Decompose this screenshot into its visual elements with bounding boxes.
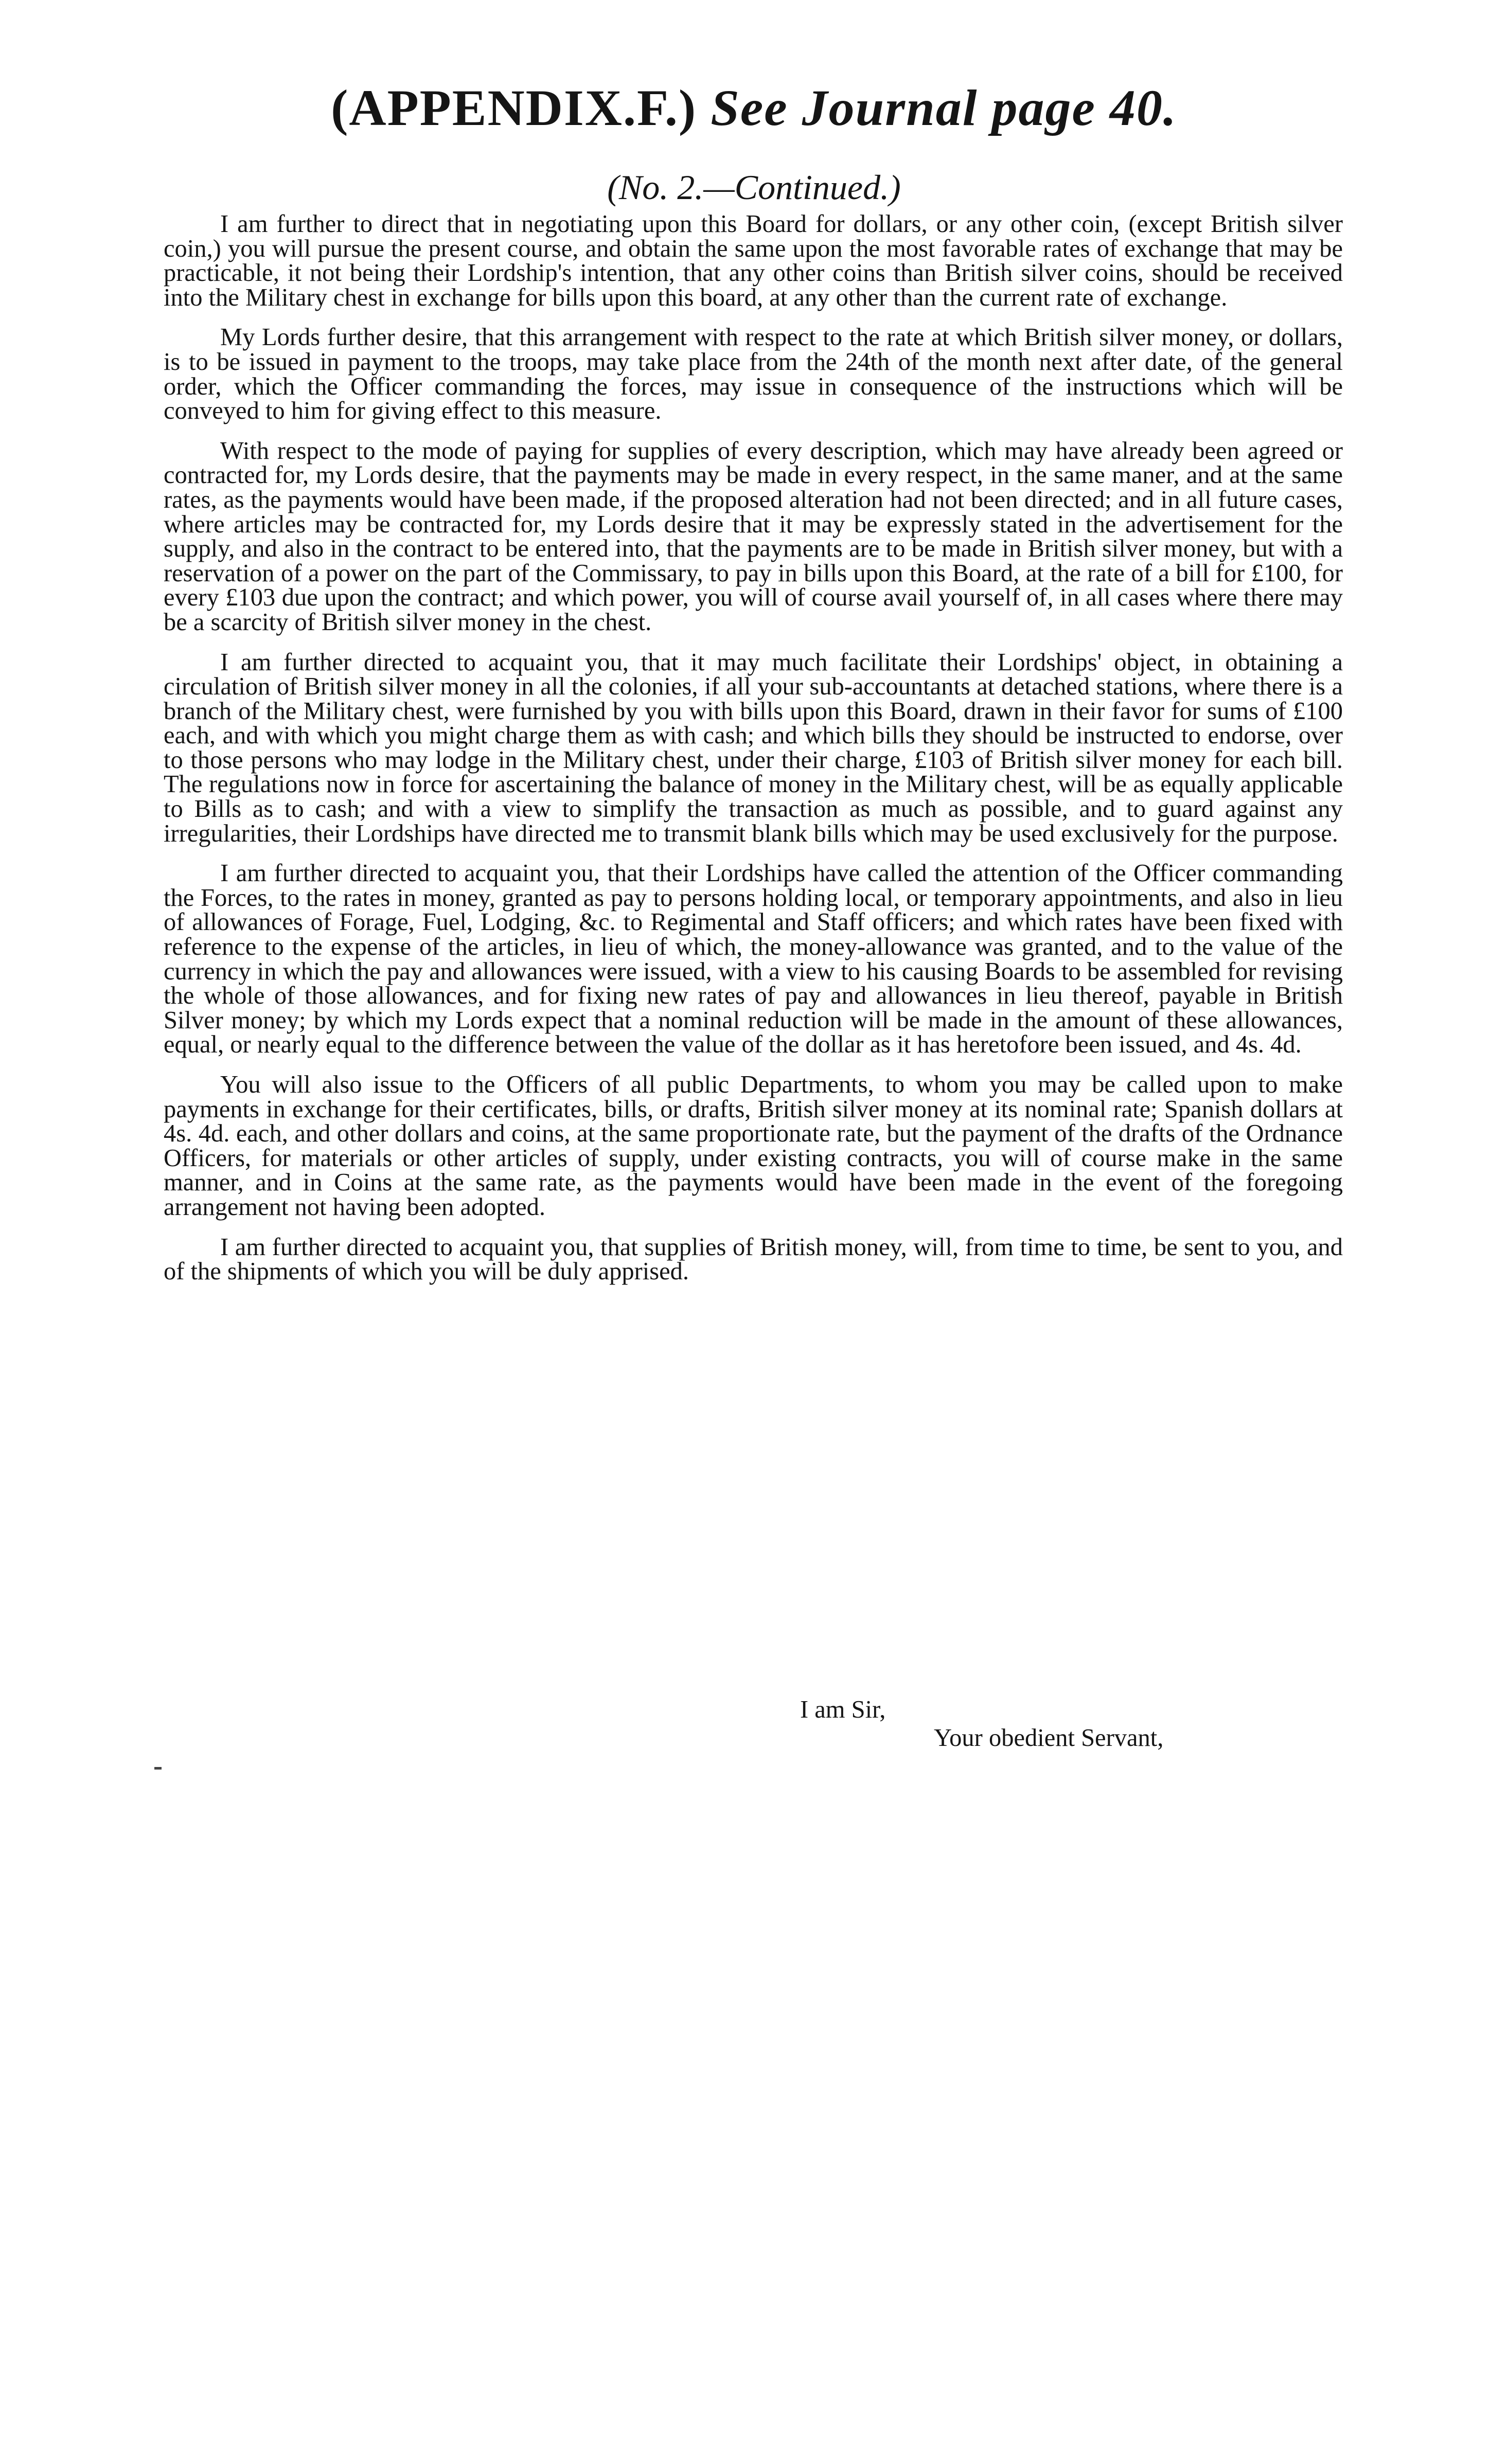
page-subtitle: (No. 2.—Continued.) (607, 168, 901, 207)
appendix-label: (APPENDIX.F.) (331, 79, 697, 136)
paragraph: I am further to direct that in negotiating upon this Board for dollars, or any other coin, (except British silver coin,) you will pursue the present course, and obtain the same upon the most favorable rates of exchange that may be practicable, it not being their Lordship's intention, that any other coins than British silver coins, should be received into the Military chest in exchange for bills upon this board, at any other than the current rate of exchange. (164, 210, 1343, 311)
ink-mark (154, 1767, 162, 1770)
paragraph: I am further directed to acquaint you, that it may much facilitate their Lordships' object, in obtaining a circulation of British silver money in all the colonies, if all your sub-accountants at detached stations, where there is a branch of the Military chest, were furnished by you with bills upon this Board, drawn in their favor for sums of £100 each, and with which you might charge them as with cash; and which bills they should be instructed to endorse, over to those persons who may lodge in the Military chest, under their charge, £103 of British silver money for each bill. The regulations now in force for ascertaining the balance of money in the Military chest, will be as equally applicable to Bills as to cash; and with a view to simplify the transaction as much as possible, and to guard against any irregularities, their Lordships have directed me to transmit blank bills which may be used exclusively for the purpose. (164, 648, 1343, 847)
closing-valediction: Your obedient Servant, (934, 1724, 1164, 1752)
paragraph: My Lords further desire, that this arrangement with respect to the rate at which British silver money, or dollars, is to be issued in payment to the troops, may take place from the 24th of the month next after date, of the general order, which the Officer commanding the forces, may issue in consequence of the instructions which will be conveyed to him for giving effect to this measure. (164, 324, 1343, 425)
paragraph: I am further directed to acquaint you, that their Lordships have called the attention of the Officer commanding the Forces, to the rates in money, granted as pay to persons holding local, or temporary appointments, and also in lieu of allowances of Forage, Fuel, Lodging, &c. to Regimental and Staff officers; and which rates have been fixed with reference to the expense of the articles, in lieu of which, the money-allowance was granted, and to the value of the currency in which the pay and allowances were issued, with a view to his causing Boards to be assembled for revising the whole of those allowances, and for fixing new rates of pay and allowances in lieu thereof, payable in British Silver money; by which my Lords expect that a nominal reduction will be made in the amount of these allowances, equal, or nearly equal to the difference between the value of the dollar as it has heretofore been issued, and 4s. 4d. (164, 860, 1343, 1059)
paragraph: I am further directed to acquaint you, that supplies of British money, will, from time to time, be sent to you, and of the shipments of which you will be duly apprised. (164, 1233, 1343, 1285)
closing-salutation: I am Sir, (800, 1696, 886, 1723)
journal-reference: See Journal page 40. (711, 79, 1177, 136)
paragraph: You will also issue to the Officers of all public Departments, to whom you may be called upon to make payments in exchange for their certificates, bills, or drafts, British silver money at its nominal rate; Spanish dollars at 4s. 4d. each, and other dollars and coins, at the same proportionate rate, but the payment of the drafts of the Ordnance Officers, for materials or other articles of supply, under existing contracts, you will of course make in the same manner, and in Coins at the same rate, as the payments would have been made in the event of the foregoing arrangement not having been adopted. (164, 1071, 1343, 1221)
paragraph: With respect to the mode of paying for supplies of every description, which may have already been agreed or contracted for, my Lords desire, that the payments may be made in every respect, in the same maner, and at the same rates, as the payments would have been made, if the proposed alteration had not been directed; and in all future cases, where articles may be contracted for, my Lords desire that it may be expressly stated in the advertisement for the supply, and also in the contract to be entered into, that the payments are to be made in British silver money, but with a reservation of a power on the part of the Commissary, to pay in bills upon this Board, at the rate of a bill for £100, for every £103 due upon the contract; and which power, you will of course avail yourself of, in all cases where there may be a scarcity of British silver money in the chest. (164, 437, 1343, 636)
page-title (0, 77, 1508, 139)
letter-body (164, 212, 1343, 1299)
